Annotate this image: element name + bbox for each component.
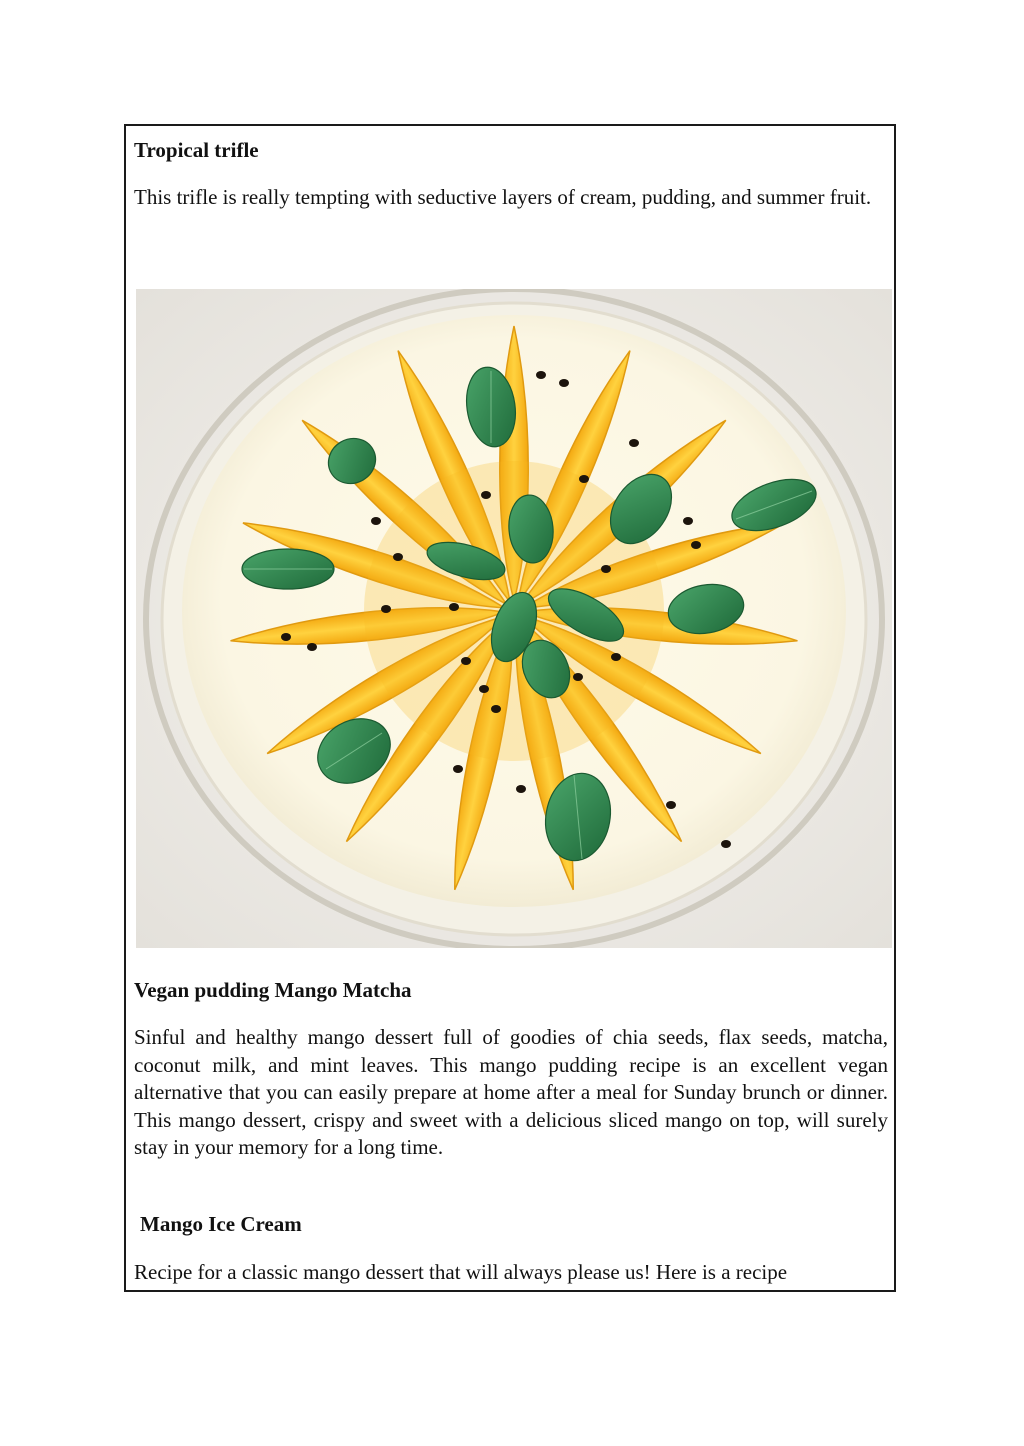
section-title-tropical-trifle: Tropical trifle <box>134 138 259 162</box>
section-body-vegan-pudding: Sinful and healthy mango dessert full of goodies of chia seeds, flax seeds, matcha, coconut milk, and mint leaves. This mango pudding recipe is an excellent vegan alternative that you can easily prepare at home after a meal for Sunday brunch or dinner. This mango dessert, crispy and sweet with a delicious sliced mango on top, will surely stay in your memory for a long time. <box>134 1025 888 1159</box>
section-body-tropical-trifle: This trifle is really tempting with seductive layers of cream, pudding, and summer fruit. <box>134 185 872 209</box>
trifle-illustration <box>136 289 892 948</box>
section-title-vegan-pudding: Vegan pudding Mango Matcha <box>134 978 412 1002</box>
trifle-photo <box>136 289 892 948</box>
document-frame <box>124 124 896 1292</box>
section-title-mango-ice-cream: Mango Ice Cream <box>140 1212 302 1236</box>
section-body-mango-ice-cream: Recipe for a classic mango dessert that will always please us! Here is a recipe <box>134 1260 788 1284</box>
